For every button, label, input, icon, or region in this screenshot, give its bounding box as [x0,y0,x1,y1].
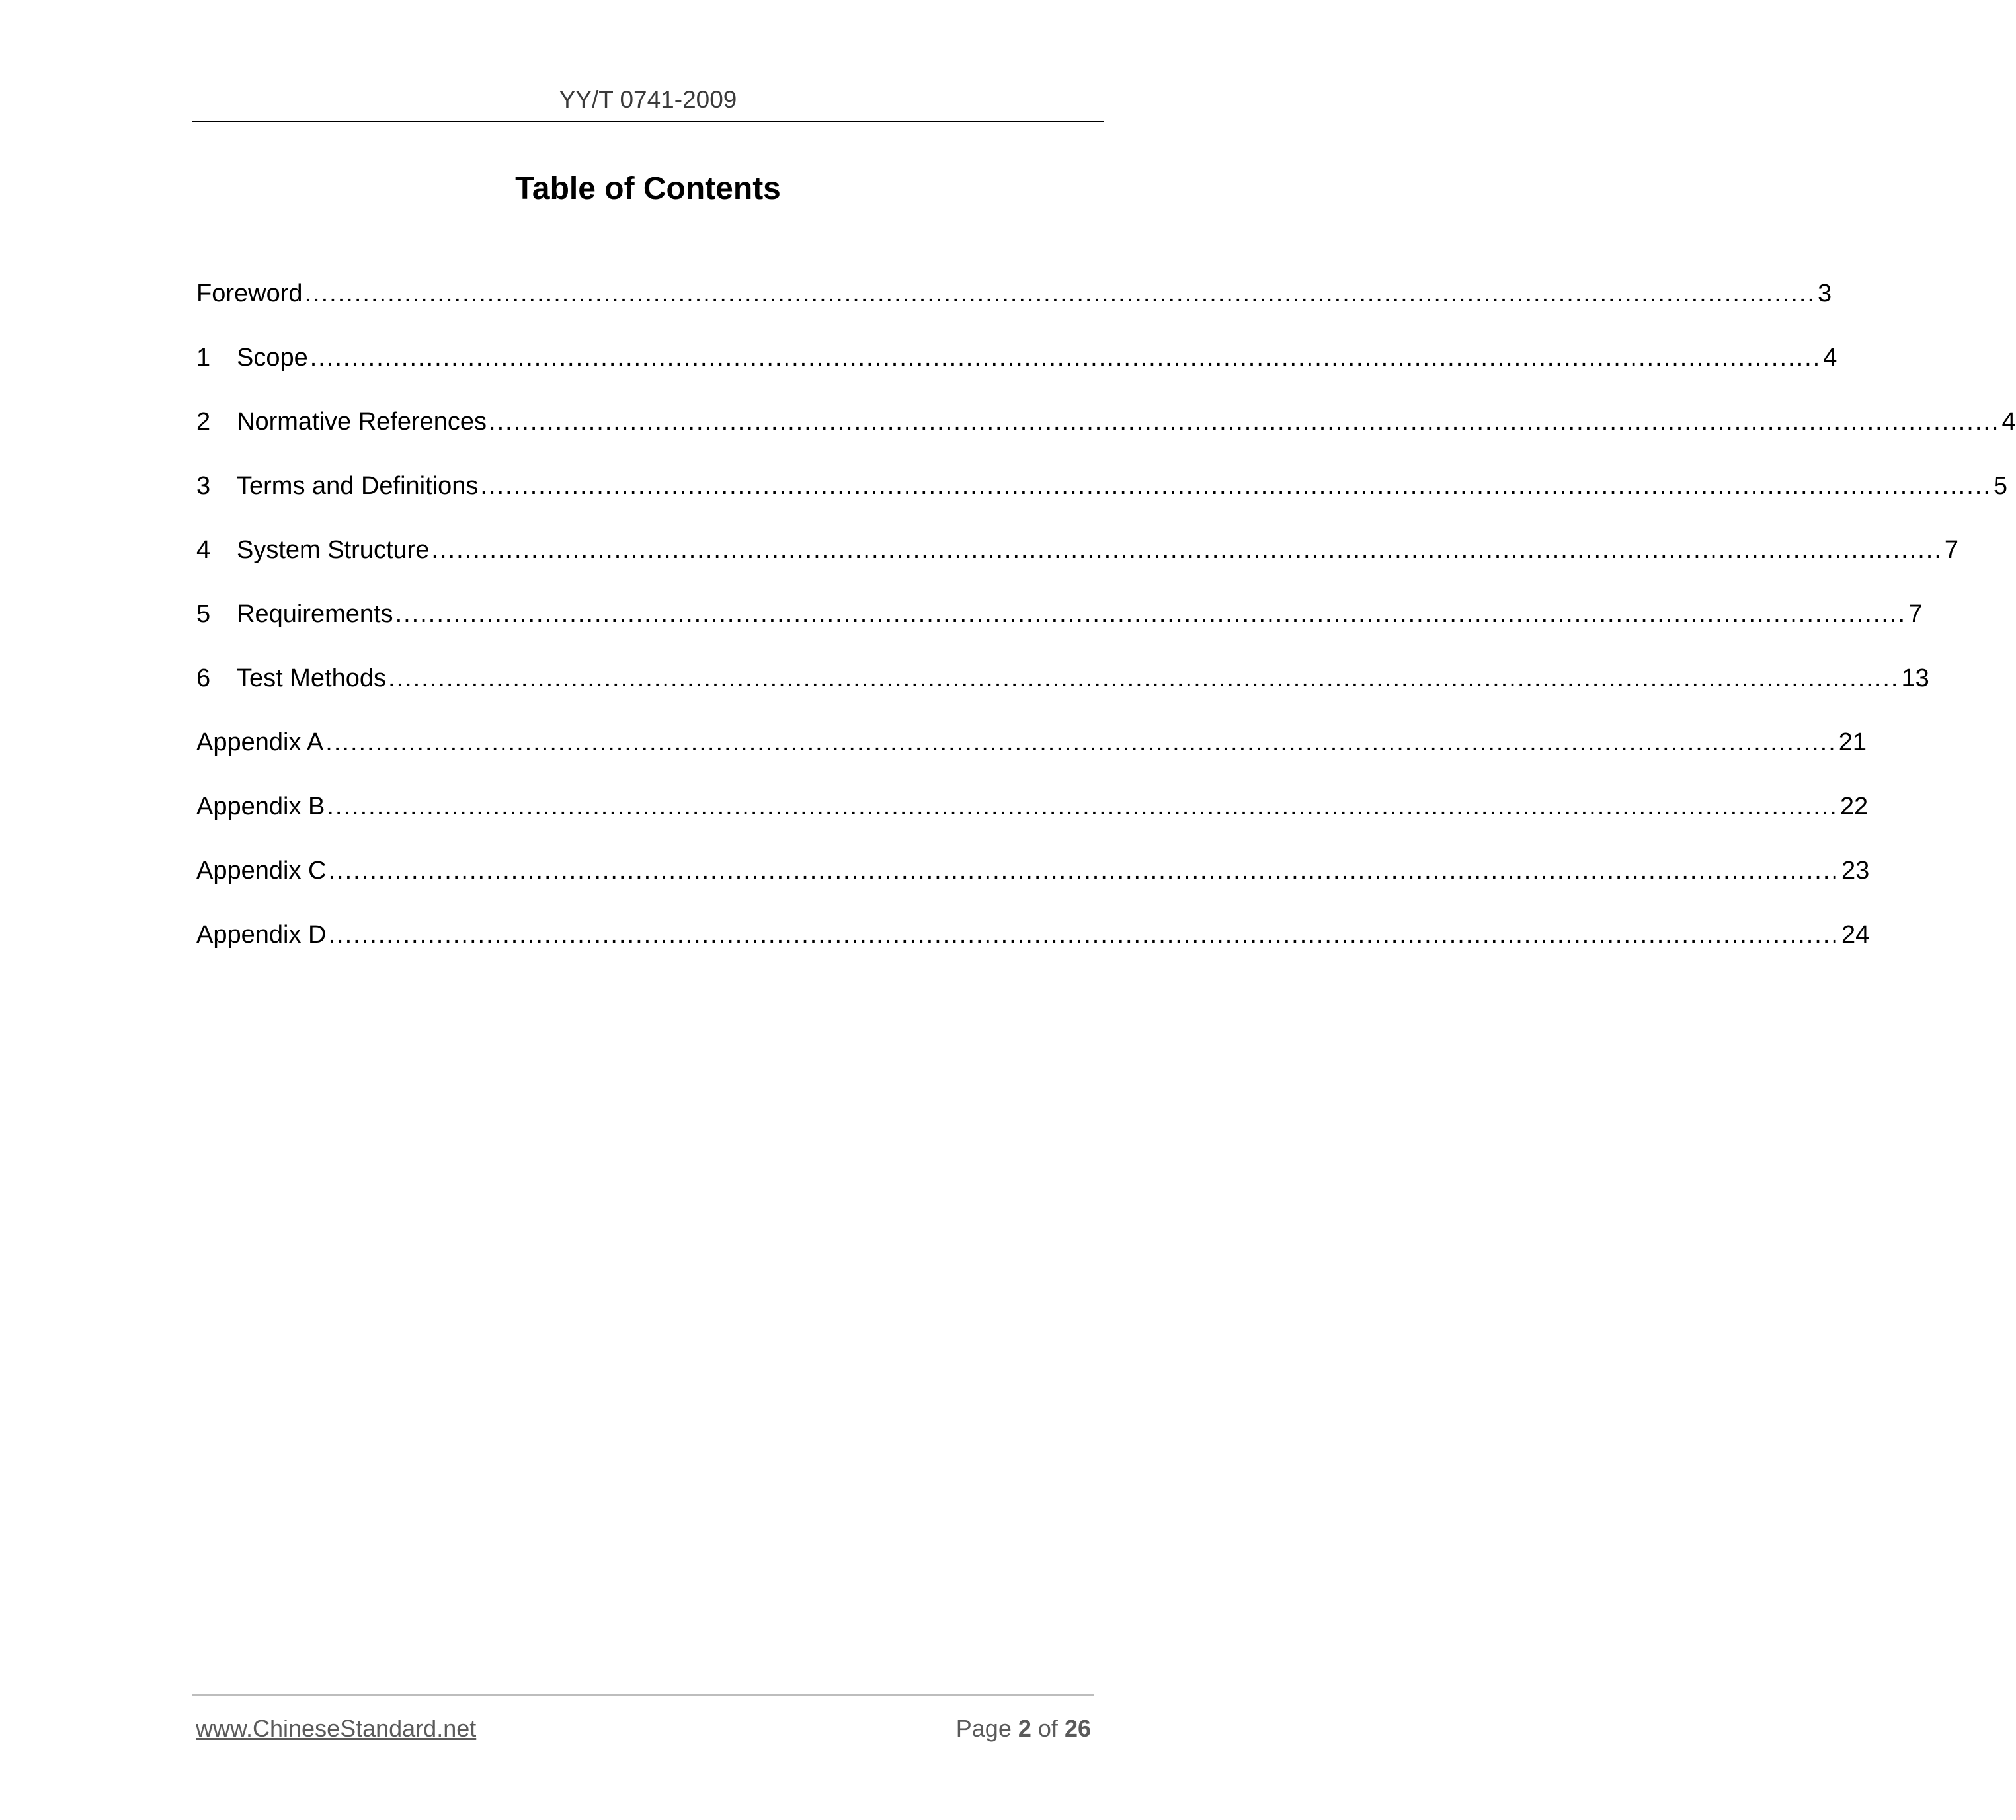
dot-leader: ...................................................................................................................................................................................... [304,280,1816,307]
toc-entry-page: 23 [1841,857,1870,885]
toc-entry-appendix-b[interactable] [196,793,1869,858]
toc-entry-label: Appendix C [196,857,327,885]
toc-entry-scope[interactable] [196,344,1837,409]
website-link[interactable]: www.ChineseStandard.net [196,1715,477,1742]
toc-entry-label: Normative References [237,408,487,436]
toc-entry-requirements[interactable] [196,600,1923,666]
toc-entry-label: Scope [237,344,308,372]
dot-leader: ...................................................................................................................................................................................... [327,793,1838,820]
toc-entry-number: 5 [196,600,211,628]
toc-entry-page: 21 [1838,729,1867,756]
footer-divider [192,1694,1094,1696]
dot-leader: ...................................................................................................................................................................................... [395,600,1907,628]
toc-entry-label: Requirements [237,600,393,628]
toc-entry-appendix-a[interactable] [196,729,1867,794]
dot-leader: ...................................................................................................................................................................................... [480,472,1992,500]
toc-entry-page: 3 [1818,280,1832,307]
dot-leader: ...................................................................................................................................................................................... [431,536,1943,564]
dot-leader: ...................................................................................................................................................................................... [388,664,1900,692]
dot-leader: ...................................................................................................................................................................................... [328,921,1839,949]
toc-entry-page: 5 [1993,472,2008,500]
toc-entry-page: 22 [1839,793,1869,820]
toc-entry-number: 2 [196,408,211,436]
page-separator: of [1037,1715,1058,1742]
table-of-contents [196,280,2016,986]
toc-entry-label: Appendix B [196,793,325,820]
toc-entry-number: 1 [196,344,211,372]
toc-entry-page: 7 [1944,536,1959,564]
toc-entry-number: 6 [196,664,211,692]
toc-entry-label: Terms and Definitions [237,472,479,500]
page-prefix: Page [955,1715,1012,1742]
toc-entry-number: 3 [196,472,211,500]
toc-entry-terms-and-definitions[interactable] [196,472,2008,537]
total-page-count: 26 [1064,1715,1091,1742]
toc-entry-label: Appendix D [196,921,327,949]
toc-entry-page: 24 [1841,921,1870,949]
toc-entry-label: System Structure [237,536,430,564]
dot-leader: ...................................................................................................................................................................................... [309,344,1822,372]
header-divider [192,121,1104,122]
toc-entry-label: Foreword [196,280,303,307]
toc-entry-page: 4 [1823,344,1837,372]
toc-entry-system-structure[interactable] [196,536,1959,602]
toc-entry-number: 4 [196,536,211,564]
toc-entry-page: 13 [1901,664,1929,692]
toc-entry-label: Test Methods [237,664,386,692]
toc-entry-appendix-c[interactable] [196,857,1870,922]
toc-entry-foreword[interactable] [196,280,1832,345]
toc-entry-appendix-d[interactable] [196,921,1870,986]
dot-leader: ...................................................................................................................................................................................... [489,408,2000,436]
dot-leader: ...................................................................................................................................................................................... [328,857,1839,885]
page-indicator [956,1717,1091,1741]
dot-leader: ...................................................................................................................................................................................... [325,729,1837,756]
toc-entry-test-methods[interactable] [196,664,1929,730]
document-code-header: YY/T 0741-2009 [559,86,737,113]
current-page-number: 2 [1018,1715,1031,1742]
toc-entry-page: 7 [1908,600,1923,628]
toc-entry-page: 4 [2001,408,2016,436]
toc-entry-normative-references[interactable] [196,408,2016,473]
page-title: Table of Contents [515,171,781,206]
toc-entry-label: Appendix A [196,729,324,756]
